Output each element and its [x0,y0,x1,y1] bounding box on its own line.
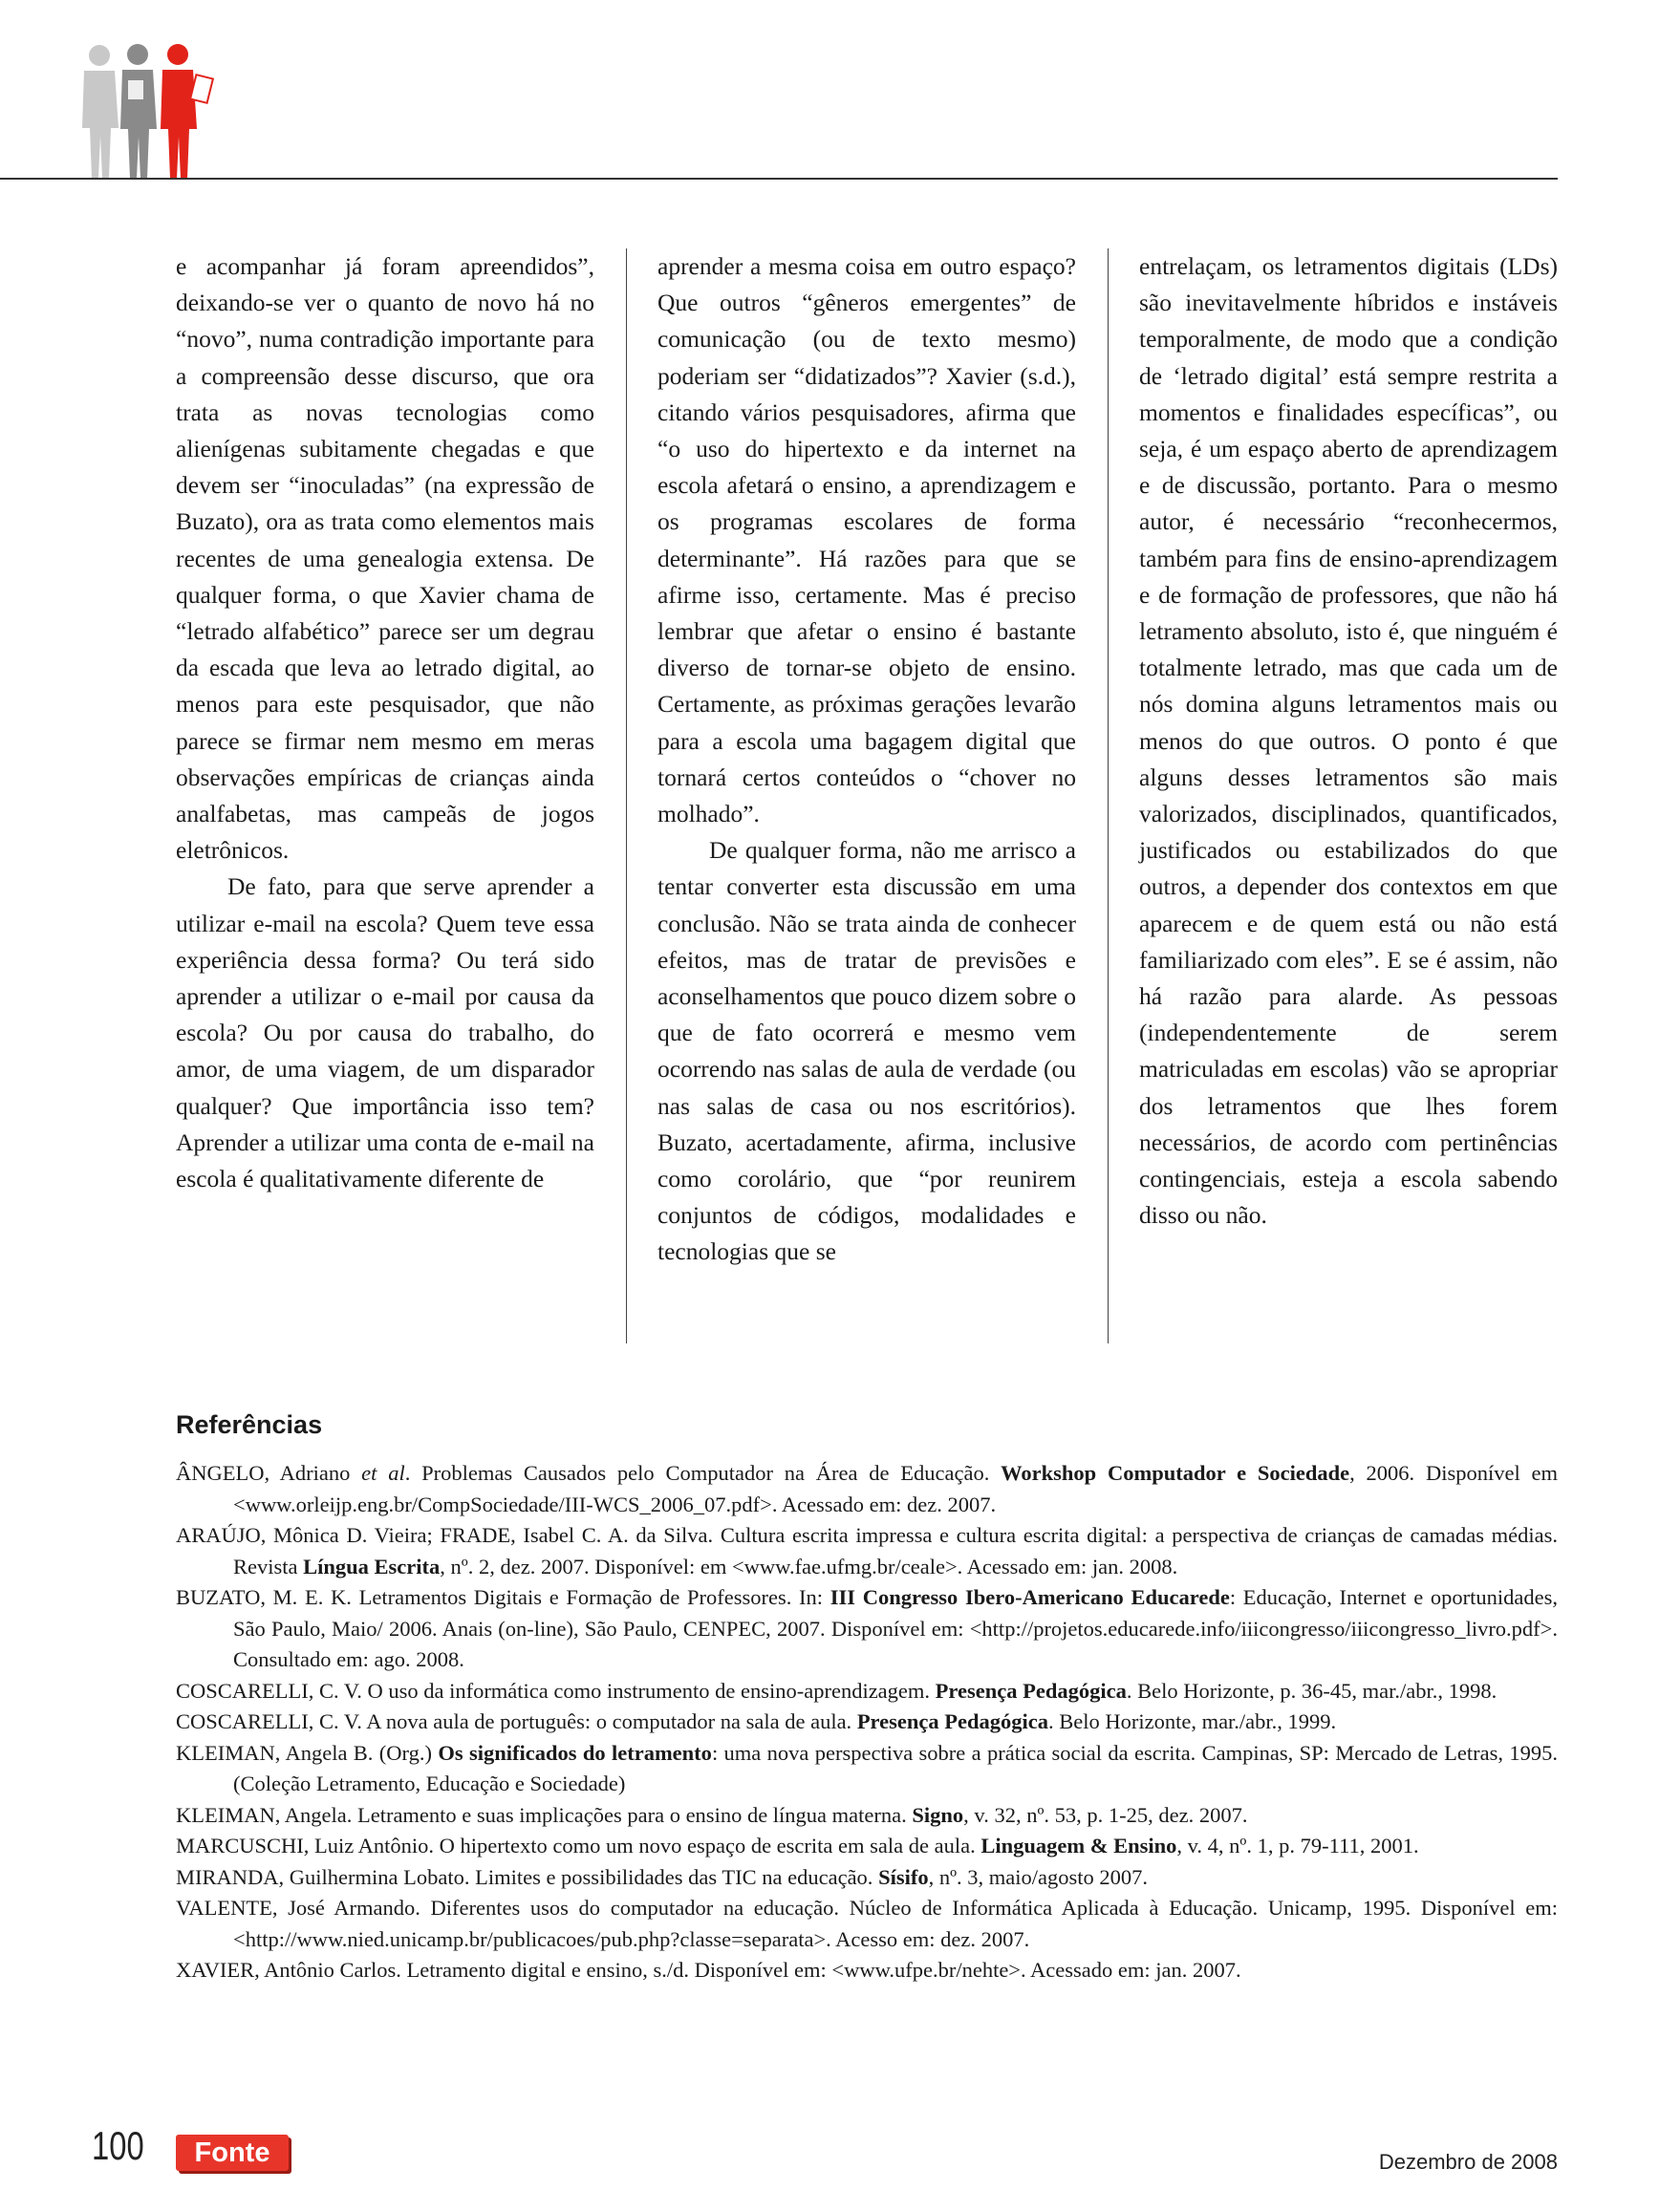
article-body [176,248,1558,1347]
page-number: 100 [92,2123,144,2168]
brand-name: Fonte [194,2137,270,2168]
header-rule [0,178,1558,180]
column-divider [1108,248,1109,1343]
paragraph: entrelaçam, os letramentos digitais (LDs) são inevitavelmente híbridos e instáveis temporalmente, de modo que a condição de ‘letrado digital’ está sempre restrita a momentos e finalidades específicas”, ou seja, é um espaço aberto de aprendizagem e de discussão, portanto. Para o mesmo autor, é necessário “reconhecermos, também para fins de ensino-aprendizagem e de formação de professores, que não há letramento absoluto, isto é, que ninguém é totalmente letrado, mas que cada um de nós domina alguns letramentos mais ou menos do que outros. O ponto é que alguns desses letramentos são mais valorizados, disciplinados, quantificados, justificados ou estabilizados do que outros, a depender dos contextos em que aparecem e de quem está ou não está familiarizado com eles”. E se é assim, não há razão para alarde. As pessoas (independentemente de serem matriculadas em escolas) vão se apropriar dos letramentos que lhes forem necessários, de acordo com pertinências contingenciais, esteja a escola sabendo disso ou não. [1139,252,1558,1230]
reference-item: VALENTE, José Armando. Diferentes usos do computador na educação. Núcleo de Informática Aplicada à Educação. Unicamp, 1995. Disponível em: <http://www.nied.unicamp.br/publicacoes/pub.php?classe=separata>. Acesso em: dez. 2007. [176,1896,1558,1951]
reference-item: BUZATO, M. E. K. Letramentos Digitais e Formação de Professores. In: III Congresso Ibero-Americano Educarede: Educação, Internet e oportunidades, São Paulo, Maio/ 2006. Anais (on-line), São Paulo, CENPEC, 2007. Disponível em: <http://projetos.educarede.info/iiicongresso/iiicongresso_livro.pdf>. Consultado em: ago. 2008. [176,1585,1558,1671]
paragraph: aprender a mesma coisa em outro espaço? Que outros “gêneros emergentes” de comunicação (ou de texto mesmo) poderiam ser “didatizados”? Xavier (s.d.), citando vários pesquisadores, afirma que “o uso do hipertexto e da internet na escola afetará o ensino, a aprendizagem e os programas escolares de forma determinante”. Há razões para que se afirme isso, certamente. Mas é preciso lembrar que afetar o ensino é bastante diverso de tornar-se objeto de ensino. Certamente, as próximas gerações levarão para a escola uma bagagem digital que tornará certos conteúdos o “chover no molhado”. [657,252,1076,828]
reference-item: ARAÚJO, Mônica D. Vieira; FRADE, Isabel C. A. da Silva. Cultura escrita impressa e cultura escrita digital: a perspectiva de crianças de camadas médias. Revista Língua Escrita, nº. 2, dez. 2007. Disponível: em <www.fae.ufmg.br/ceale>. Acessado em: jan. 2008. [176,1523,1558,1578]
reference-item: KLEIMAN, Angela B. (Org.) Os significados do letramento: uma nova perspectiva sobre a prática social da escrita. Campinas, SP: Mercado de Letras, 1995. (Coleção Letramento, Educação e Sociedade) [176,1740,1559,1795]
column-1 [176,248,594,1197]
reference-item: COSCARELLI, C. V. O uso da informática como instrumento de ensino-aprendizagem. Presença Pedagógica. Belo Horizonte, p. 36-45, mar./abr., 1998. [176,1678,1497,1703]
figure-light [82,45,118,178]
reference-item: XAVIER, Antônio Carlos. Letramento digital e ensino, s./d. Disponível em: <www.ufpe.br/nehte>. Acessado em: jan. 2007. [176,1958,1241,1982]
reference-item: MIRANDA, Guilhermina Lobato. Limites e possibilidades das TIC na educação. Sísifo, nº. 3, maio/agosto 2007. [176,1864,1149,1889]
reference-item: COSCARELLI, C. V. A nova aula de português: o computador na sala de aula. Presença Pedagógica. Belo Horizonte, mar./abr., 1999. [176,1709,1337,1733]
column-divider [626,248,627,1343]
paragraph: e acompanhar já foram apreendidos”, deixando-se ver o quanto de novo há no “novo”, numa contradição importante para a compreensão desse discurso, que ora trata as novas tecnologias como alienígenas subitamente chegadas e que devem ser “inoculadas” (na expressão de Buzato), ora as trata como elementos mais recentes de uma genealogia extensa. De qualquer forma, o que Xavier chama de “letrado alfabético” parece ser um degrau da escada que leva ao letrado digital, ao menos para este pesquisador, que não parece se firmar nem mesmo em meras observações empíricas de crianças ainda analfabetas, mas campeãs de jogos eletrônicos. [176,252,594,865]
reference-item: KLEIMAN, Angela. Letramento e suas implicações para o ensino de língua materna. Signo, v. 32, nº. 53, p. 1-25, dez. 2007. [176,1802,1248,1827]
figure-dark [120,44,157,179]
reference-item: MARCUSCHI, Luiz Antônio. O hipertexto como um novo espaço de escrita em sala de aula. Linguagem & Ensino, v. 4, nº. 1, p. 79-111, 2001. [176,1834,1419,1858]
paragraph: De qualquer forma, não me arrisco a tentar converter esta discussão em uma conclusão. Não se trata ainda de conhecer efeitos, mas de tratar de previsões e aconselhamentos que pouco dizem sobre o que de fato ocorrerá e mesmo vem ocorrendo nas salas de aula de verdade (ou nas salas de casa ou nos escritórios). Buzato, acertadamente, afirma, inclusive como corolário, que “por reunirem conjuntos de códigos, modalidades e tecnologias que se [657,836,1076,1266]
people-figures-icon [75,42,227,180]
column-3 [1139,248,1558,1234]
brand-logo [176,2135,289,2171]
paragraph: De fato, para que serve aprender a utilizar e-mail na escola? Quem teve essa experiência dessa forma? Ou terá sido aprender a utilizar o e-mail por causa da escola? Ou por causa do trabalho, do amor, de uma viagem, de um disparador qualquer? Que importância isso tem? Aprender a utilizar uma conta de e-mail na escola é qualitativamente diferente de [176,872,594,1193]
references-list [176,1458,1558,1987]
column-2 [657,248,1076,1271]
issue-date: Dezembro de 2008 [1378,2150,1558,2174]
references-heading: Referências [176,1410,323,1439]
reference-item: ÂNGELO, Adriano et al. Problemas Causados pelo Computador na Área de Educação. Workshop Computador e Sociedade, 2006. Disponível em <www.orleijp.eng.br/CompSociedade/III-WCS_2006_07.pdf>. Acessado em: dez. 2007. [176,1461,1558,1516]
figure-accent [161,44,213,179]
